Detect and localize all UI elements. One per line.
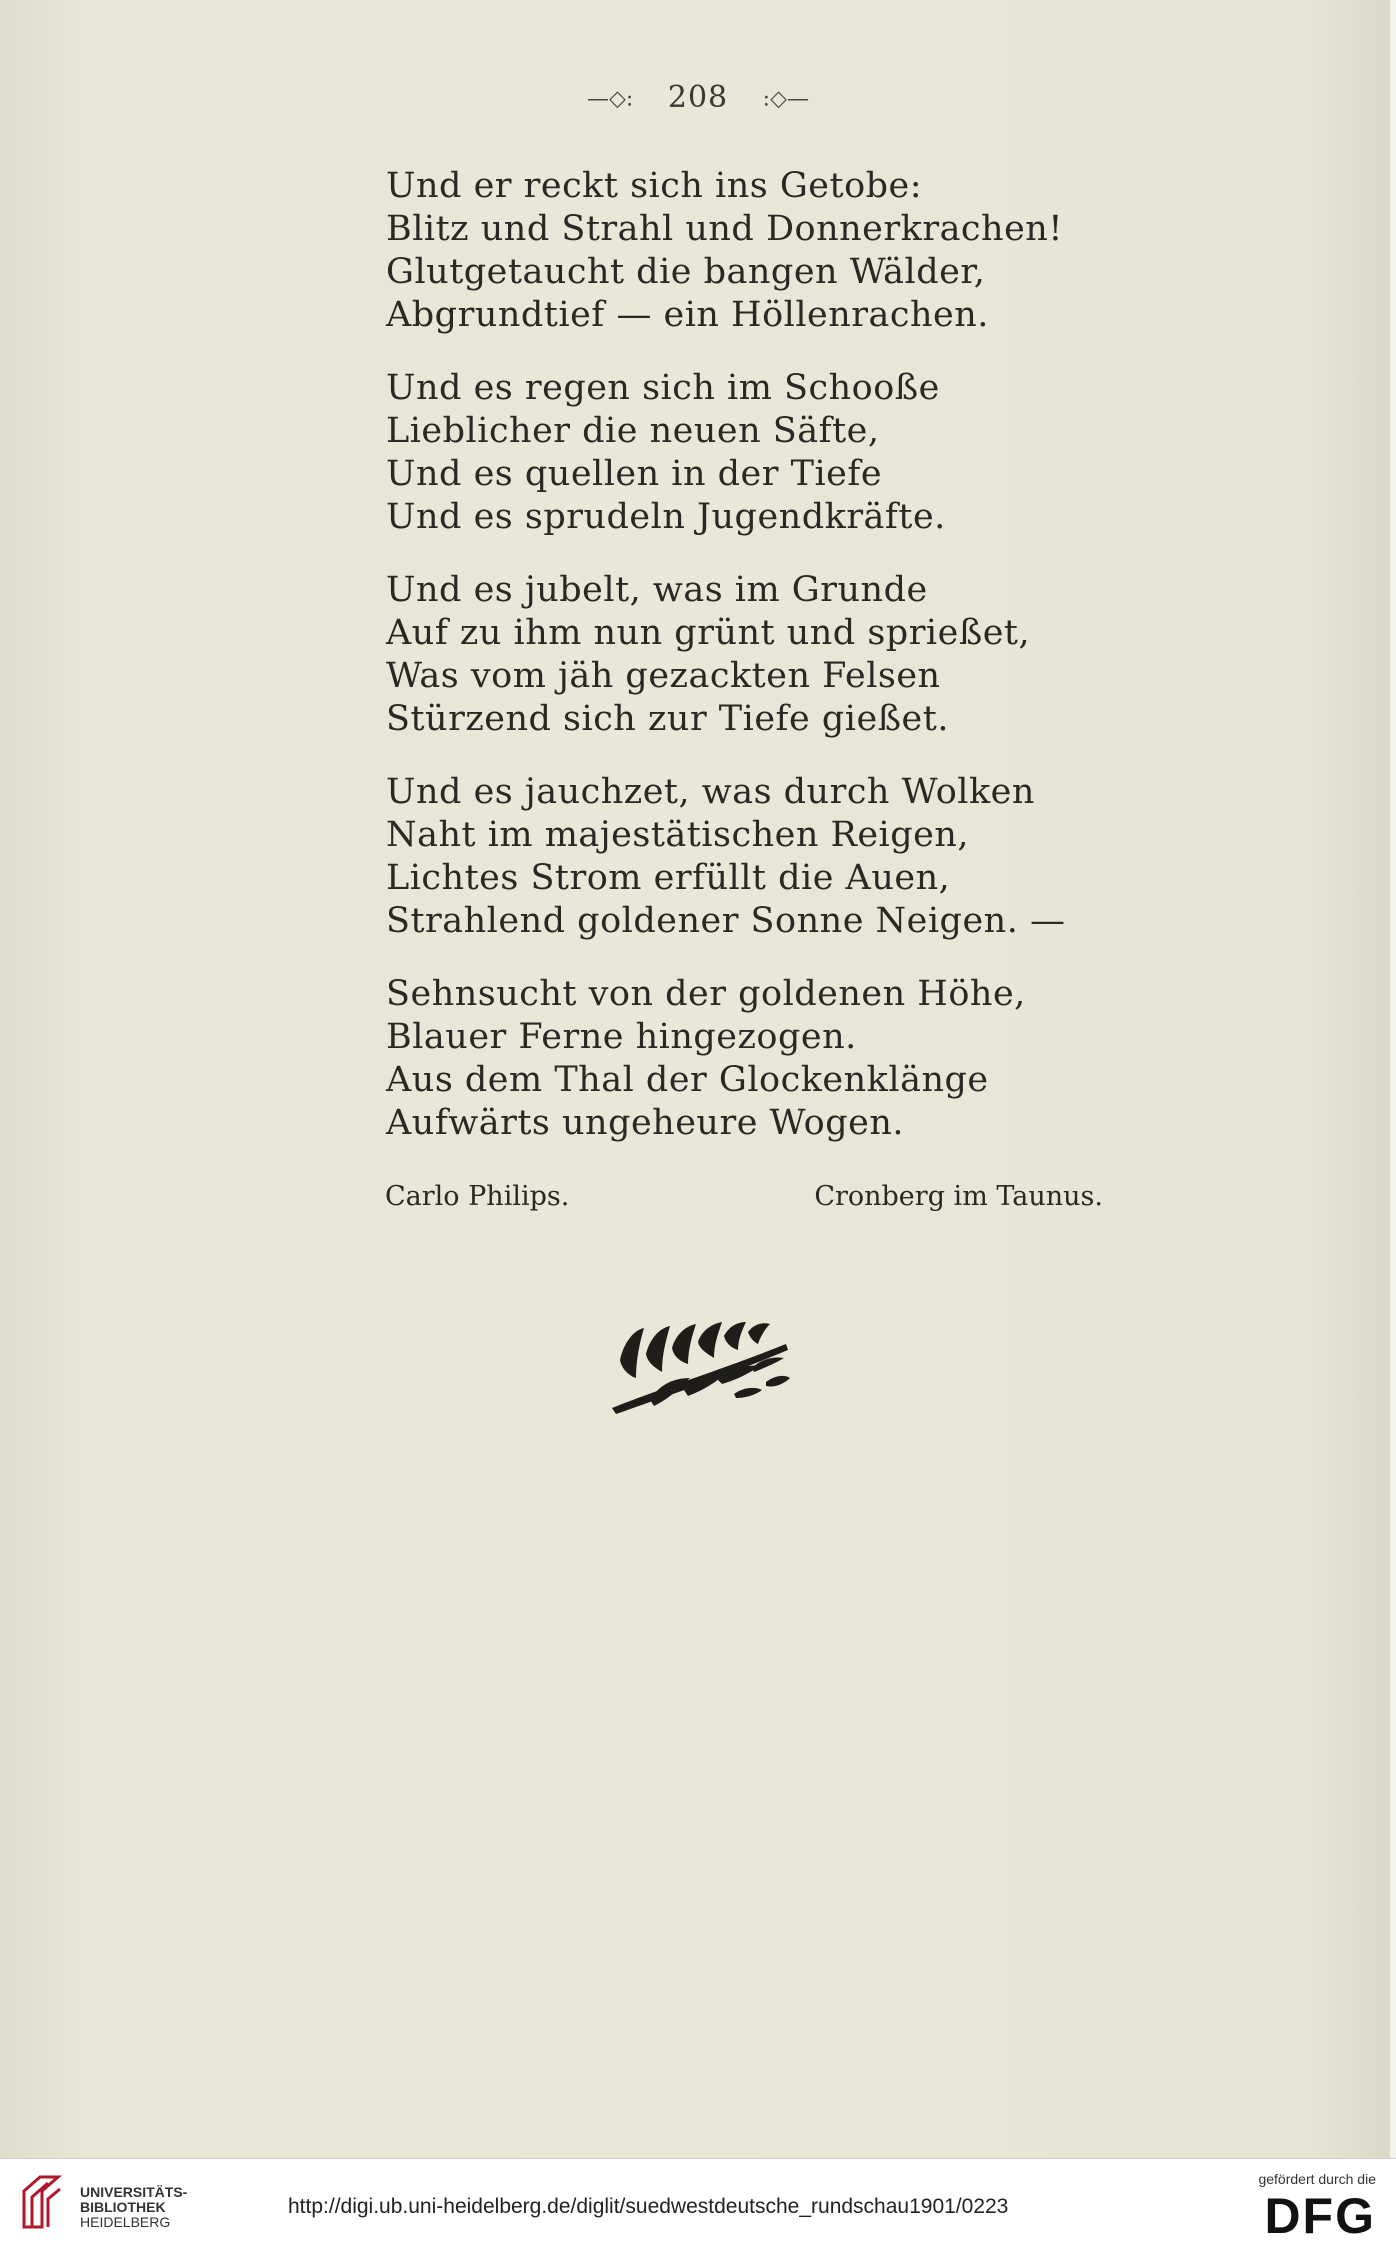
- funder-block: [1226, 2171, 1376, 2245]
- poem: [386, 165, 1106, 1175]
- palm-leaf-ornament-icon: [606, 1320, 792, 1415]
- poem-line: Was vom jäh gezackten Felsen: [386, 656, 941, 696]
- poem-line: Auf zu ihm nun grünt und sprießet,: [386, 613, 1031, 653]
- poem-line: Stürzend sich zur Tiefe gießet.: [386, 699, 949, 739]
- poem-line: Lichtes Strom erfüllt die Auen,: [386, 858, 951, 898]
- poem-line: Und er reckt sich ins Getobe:: [386, 166, 923, 206]
- poem-line: Lieblicher die neuen Säfte,: [386, 411, 880, 451]
- poem-line: Blitz und Strahl und Donnerkrachen!: [386, 209, 1063, 249]
- page-edge: [1390, 0, 1396, 2158]
- footer-bar: [0, 2158, 1396, 2259]
- signature-line: [385, 1181, 1103, 1212]
- stanza: [386, 973, 1106, 1145]
- author-name: Carlo Philips.: [385, 1181, 570, 1212]
- library-name-line3: HEIDELBERG: [80, 2214, 171, 2230]
- poem-line: Naht im majestätischen Reigen,: [386, 815, 970, 855]
- dfg-logo: DFG: [1264, 2188, 1376, 2244]
- university-library-logo-icon: [18, 2171, 64, 2231]
- library-name: [80, 2185, 187, 2230]
- place-name: Cronberg im Taunus.: [814, 1181, 1103, 1212]
- poem-line: Strahlend goldener Sonne Neigen. —: [386, 901, 1066, 941]
- poem-line: Und es quellen in der Tiefe: [386, 454, 883, 494]
- page-header: [0, 80, 1396, 115]
- header-left-ornament: —◇:: [586, 86, 634, 112]
- poem-line: Und es regen sich im Schooße: [386, 368, 940, 408]
- header-right-ornament: :◇—: [762, 86, 810, 112]
- poem-line: Sehnsucht von der goldenen Höhe,: [386, 974, 1026, 1014]
- stanza: [386, 569, 1106, 741]
- funding-caption: gefördert durch die: [1258, 2171, 1376, 2187]
- library-name-line1: UNIVERSITÄTS-: [80, 2184, 188, 2200]
- poem-line: Blauer Ferne hingezogen.: [386, 1017, 857, 1057]
- poem-line: Aufwärts ungeheure Wogen.: [386, 1103, 905, 1143]
- poem-line: Aus dem Thal der Glockenklänge: [386, 1060, 989, 1100]
- stanza: [386, 367, 1106, 539]
- page-number: 208: [667, 80, 729, 115]
- poem-line: Abgrundtief — ein Höllenrachen.: [386, 295, 989, 335]
- poem-line: Glutgetaucht die bangen Wälder,: [386, 252, 986, 292]
- poem-line: Und es sprudeln Jugendkräfte.: [386, 497, 946, 537]
- poem-line: Und es jubelt, was im Grunde: [386, 570, 928, 610]
- stanza: [386, 165, 1106, 337]
- poem-line: Und es jauchzet, was durch Wolken: [386, 772, 1035, 812]
- stanza: [386, 771, 1106, 943]
- source-url[interactable]: http://digi.ub.uni-heidelberg.de/diglit/suedwestdeutsche_rundschau1901/0223: [288, 2195, 1009, 2218]
- library-name-line2: BIBLIOTHEK: [80, 2199, 166, 2215]
